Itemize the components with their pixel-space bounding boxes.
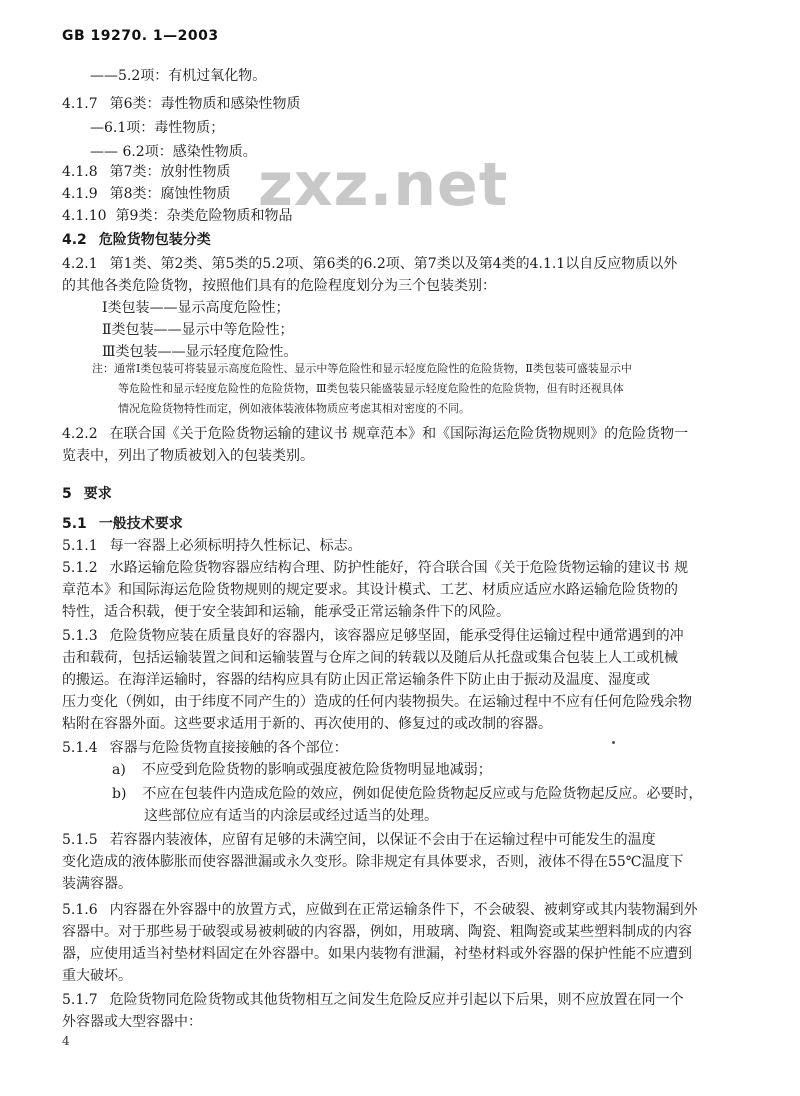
list-item-b-line2: 这些部位应有适当的内涂层或经过适当的处理。	[144, 808, 438, 824]
clause-number: 4.2.2	[62, 426, 98, 442]
heading-number: 5.1	[62, 516, 87, 532]
list-item-a	[112, 760, 492, 780]
clause-number: 4.2.1	[62, 256, 98, 272]
heading-5-1	[62, 514, 183, 534]
clause-5-1-3-line2: 击和载荷，包括运输装置之间和运输装置与仓库之间的转载以及随后从托盘或集合包装上人工或机械	[62, 650, 678, 666]
clause-number: 4.1.7	[62, 96, 98, 112]
heading-5	[62, 484, 112, 504]
packing-class-2: Ⅱ类包装——显示中等危险性；	[102, 322, 294, 338]
clause-4-2-1-line1	[62, 254, 677, 274]
clause-number: 5.1.7	[62, 992, 98, 1008]
clause-5-1-7-line2: 外容器或大型容器中：	[62, 1014, 202, 1030]
clause-number: 5.1.2	[62, 560, 98, 576]
clause-5-1-6-line1	[62, 900, 698, 920]
heading-number: 4.2	[62, 232, 87, 248]
note-line-1: 注：通常Ⅰ类包装可将装显示高度危险性、显示中等危险性和显示轻度危险性的危险货物，Ⅱ类包装可盛装显示中	[92, 362, 632, 375]
clause-number: 5.1.1	[62, 538, 98, 554]
packing-class-1: Ⅰ类包装——显示高度危险性；	[102, 300, 290, 316]
clause-text: 第9类：杂类危险物质和物品	[115, 208, 293, 224]
scan-speck	[612, 741, 615, 744]
clause-text: 容器与危险货物直接接触的各个部位：	[109, 740, 348, 756]
clause-number: 5.1.4	[62, 740, 98, 756]
list-label: b)	[112, 786, 127, 802]
note-line-2: 等危险性和显示轻度危险性的危险货物，Ⅲ类包装只能盛装显示轻度危险性的危险货物，但有时还视具体	[118, 382, 624, 395]
clause-5-1-2-line1	[62, 558, 688, 578]
list-text: 不应在包装件内造成危险的效应，例如促使危险货物起反应或与危险货物起反应。必要时，	[142, 786, 703, 802]
watermark: zxz.net	[258, 150, 509, 220]
item-6-1: —6.1项：毒性物质；	[90, 120, 225, 136]
heading-number: 5	[62, 486, 72, 502]
clause-4-1-7	[62, 94, 301, 114]
list-text: 不应受到危险货物的影响或强度被危险货物明显地减弱；	[141, 762, 492, 778]
clause-5-1-3-line5: 粘附在容器外面。这些要求适用于新的、再次使用的、修复过的或改制的容器。	[62, 716, 552, 732]
clause-number: 5.1.3	[62, 628, 98, 644]
clause-5-1-5-line3: 装满容器。	[62, 876, 132, 892]
heading-title: 危险货物包装分类	[98, 232, 211, 248]
clause-4-2-1-line2: 的其他各类危险货物，按照他们具有的危险程度划分为三个包装类别：	[62, 278, 496, 294]
clause-text: 第8类：腐蚀性物质	[109, 186, 231, 202]
clause-5-1-5-line2: 变化造成的液体膨胀而使容器泄漏或永久变形。除非规定有具体要求，否则，液体不得在55℃温度下	[62, 854, 684, 870]
clause-number: 4.1.8	[62, 164, 98, 180]
note-line-3: 情况危险货物特性而定，例如液体装液体物质应考虑其相对密度的不同。	[118, 402, 470, 415]
clause-number: 5.1.5	[62, 832, 98, 848]
clause-text: 第7类：放射性物质	[109, 164, 231, 180]
clause-text: 第6类：毒性物质和感染性物质	[109, 96, 301, 112]
clause-text: 每一容器上必须标明持久性标记、标志。	[109, 538, 362, 554]
clause-number: 5.1.6	[62, 902, 98, 918]
clause-5-1-2-line3: 特性，适合积载，便于安全装卸和运输，能承受正常运输条件下的风险。	[62, 604, 510, 620]
item-5-2: ——5.2项：有机过氧化物。	[90, 68, 267, 84]
clause-4-1-8	[62, 162, 231, 182]
list-label: a)	[112, 762, 126, 778]
standard-number-header: GB 19270. 1—2003	[62, 28, 219, 44]
page-number: 4	[62, 1034, 70, 1048]
clause-text: 在联合国《关于危险货物运输的建议书 规章范本》和《国际海运危险货物规则》的危险货物一	[109, 426, 689, 442]
clause-text: 水路运输危险货物容器应结构合理、防护性能好，符合联合国《关于危险货物运输的建议书 规	[109, 560, 689, 576]
clause-text: 危险货物应装在质量良好的容器内，该容器应足够坚固，能承受得住运输过程中通常遇到的冲	[109, 628, 684, 644]
clause-5-1-5-line1	[62, 830, 656, 850]
heading-4-2	[62, 230, 211, 250]
clause-text: 第1类、第2类、第5类的5.2项、第6类的6.2项、第7类以及第4类的4.1.1以自反应物质以外	[109, 256, 678, 272]
clause-5-1-2-line2: 章范本》和国际海运危险货物规则的规定要求。其设计模式、工艺、材质应适应水路运输危险货物的	[62, 582, 678, 598]
clause-4-2-2-line2: 览表中，列出了物质被划入的包装类别。	[62, 448, 314, 464]
clause-5-1-4	[62, 738, 348, 758]
heading-title: 要求	[83, 486, 112, 502]
packing-class-3: Ⅲ类包装——显示轻度危险性。	[102, 344, 298, 360]
clause-5-1-3-line1	[62, 626, 684, 646]
heading-title: 一般技术要求	[98, 516, 183, 532]
clause-5-1-1	[62, 536, 362, 556]
clause-4-1-10	[62, 206, 292, 226]
clause-5-1-6-line3: 器，应使用适当衬垫材料固定在外容器中。如果内装物有泄漏，衬垫材料或外容器的保护性能不应遭到	[62, 946, 692, 962]
clause-text: 若容器内装液体，应留有足够的未满空间，以保证不会由于在运输过程中可能发生的温度	[109, 832, 656, 848]
clause-text: 内容器在外容器中的放置方式，应做到在正常运输条件下，不会破裂、被刺穿或其内装物漏到外	[109, 902, 698, 918]
clause-5-1-3-line3: 的搬运。在海洋运输时，容器的结构应具有防止因正常运输条件下防止由于振动及温度、湿度或	[62, 672, 650, 688]
clause-number: 4.1.9	[62, 186, 98, 202]
clause-5-1-3-line4: 压力变化（例如，由于纬度不同产生的）造成的任何内装物损失。在运输过程中不应有任何危险残余物	[62, 694, 692, 710]
item-6-2: —— 6.2项：感染性物质。	[90, 144, 257, 160]
clause-4-2-2-line1	[62, 424, 688, 444]
list-item-b	[112, 784, 702, 804]
clause-4-1-9	[62, 184, 231, 204]
clause-5-1-7-line1	[62, 990, 684, 1010]
clause-5-1-6-line2: 容器中。对于那些易于破裂或易被刺破的内容器，例如，用玻璃、陶瓷、粗陶瓷或某些塑料制成的内容	[62, 924, 692, 940]
clause-5-1-6-line4: 重大破坏。	[62, 968, 132, 984]
clause-text: 危险货物同危险货物或其他货物相互之间发生危险反应并引起以下后果，则不应放置在同一个	[109, 992, 684, 1008]
clause-number: 4.1.10	[62, 208, 107, 224]
